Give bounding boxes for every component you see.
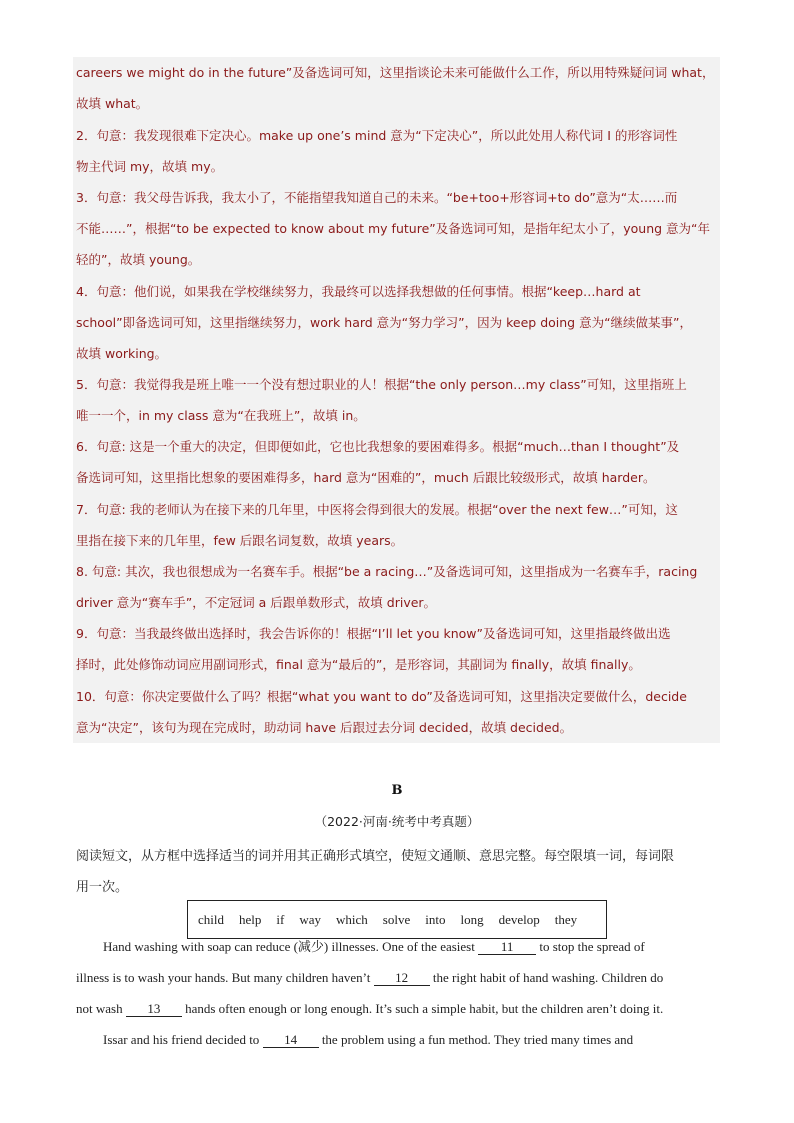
answer-line: 5．句意：我觉得我是班上唯一一个没有想过职业的人！根据“the only person…my class”可知，这里指班上: [76, 377, 687, 392]
passage-text: Issar and his friend decided to: [103, 1032, 260, 1047]
answer-line: 7．句意: 我的老师认为在接下来的几年里，中医将会得到很大的发展。根据“over the next few…”可知，这: [76, 502, 678, 517]
blank-14[interactable]: 14: [263, 1033, 319, 1048]
word-bank-item: which: [336, 911, 368, 927]
answer-line: 8. 句意: 其次，我也很想成为一名赛车手。根据“be a racing…”及备选词可知，这里指成为一名赛车手，racing: [76, 564, 698, 579]
passage-text: illness is to wash your hands. But many children haven’t: [76, 970, 371, 985]
passage-line: [76, 1032, 708, 1048]
word-bank-box: [187, 900, 607, 939]
answer-line: 备选词可知，这里指比想象的要困难得多，hard 意为“困难的”，much 后跟比较级形式，故填 harder。: [76, 470, 656, 485]
word-bank-item: way: [299, 911, 322, 927]
blank-13[interactable]: 13: [126, 1002, 182, 1017]
word-bank-item: solve: [382, 911, 411, 927]
answer-line: 6．句意: 这是一个重大的决定，但即便如此，它也比我想象的要困难得多。根据“much…than I thought”及: [76, 439, 680, 454]
answer-line: 择时，此处修饰动词应用副词形式，final 意为“最后的”，是形容词，其副词为 finally，故填 finally。: [76, 657, 641, 672]
section-heading: B: [391, 783, 403, 798]
answer-line: careers we might do in the future”及备选词可知，这里指谈论未来可能做什么工作，所以用特殊疑问词 what，: [76, 65, 715, 80]
answer-line: 3．句意：我父母告诉我，我太小了，不能指望我知道自己的未来。“be+too+形容词+to do”意为“太……而: [76, 190, 678, 205]
answer-line: 故填 what。: [76, 96, 149, 111]
answer-line: 意为“决定”，该句为现在完成时，助动词 have 后跟过去分词 decided，故填 decided。: [76, 720, 573, 735]
answer-line: 2．句意：我发现很难下定决心。make up one’s mind 意为“下定决心”，所以此处用人称代词 I 的形容词性: [76, 128, 678, 143]
word-bank-item: long: [460, 911, 484, 927]
passage-line: [76, 970, 708, 986]
word-bank-item: help: [239, 911, 262, 927]
blank-11[interactable]: 11: [478, 940, 536, 955]
passage-text: Hand washing with soap can reduce (减少) illnesses. One of the easiest: [103, 939, 475, 954]
answer-line: 9．句意：当我最终做出选择时，我会告诉你的！根据“I’ll let you know”及备选词可知，这里指最终做出选: [76, 626, 671, 641]
word-bank-item: into: [425, 911, 446, 927]
answer-line: 唯一一个，in my class 意为“在我班上”，故填 in。: [76, 408, 366, 423]
exam-source: （2022·河南·统考中考真题）: [314, 814, 480, 829]
word-bank-item: child: [198, 911, 224, 927]
passage-text: hands often enough or long enough. It’s such a simple habit, but the children aren’t doing it.: [185, 1001, 664, 1016]
word-bank-item: they: [554, 911, 578, 927]
answer-line: 不能……”，根据“to be expected to know about my future”及备选词可知，是指年纪太小了，young 意为“年: [76, 221, 711, 236]
answer-line: 里指在接下来的几年里，few 后跟名词复数，故填 years。: [76, 533, 404, 548]
answer-line: 4．句意：他们说，如果我在学校继续努力，我最终可以选择我想做的任何事情。根据“keep…hard at: [76, 284, 641, 299]
word-bank-item: develop: [498, 911, 540, 927]
answer-line: 故填 working。: [76, 346, 168, 361]
answer-line: 轻的”，故填 young。: [76, 252, 201, 267]
passage-line: [76, 939, 708, 955]
passage-text: the right habit of hand washing. Children do: [432, 970, 664, 985]
answer-line: school”即备选词可知，这里指继续努力，work hard 意为“努力学习”，因为 keep doing 意为“继续做某事”，: [76, 315, 693, 330]
instruction-line: 阅读短文，从方框中选择适当的词并用其正确形式填空，使短文通顺、意思完整。每空限填一词，每词限: [76, 849, 675, 864]
passage-line: [76, 1001, 708, 1017]
word-bank-item: if: [276, 911, 285, 927]
answer-line: driver 意为“赛车手”，不定冠词 a 后跟单数形式，故填 driver。: [76, 595, 437, 610]
passage-text: the problem using a fun method. They tried many times and: [321, 1032, 634, 1047]
answer-line: 物主代词 my，故填 my。: [76, 159, 224, 174]
passage-text: to stop the spread of: [539, 939, 645, 954]
instruction-line: 用一次。: [76, 880, 129, 895]
blank-12[interactable]: 12: [374, 971, 430, 986]
answer-line: 10．句意：你决定要做什么了吗？根据“what you want to do”及备选词可知，这里指决定要做什么，decide: [76, 689, 687, 704]
passage-text: not wash: [76, 1001, 123, 1016]
